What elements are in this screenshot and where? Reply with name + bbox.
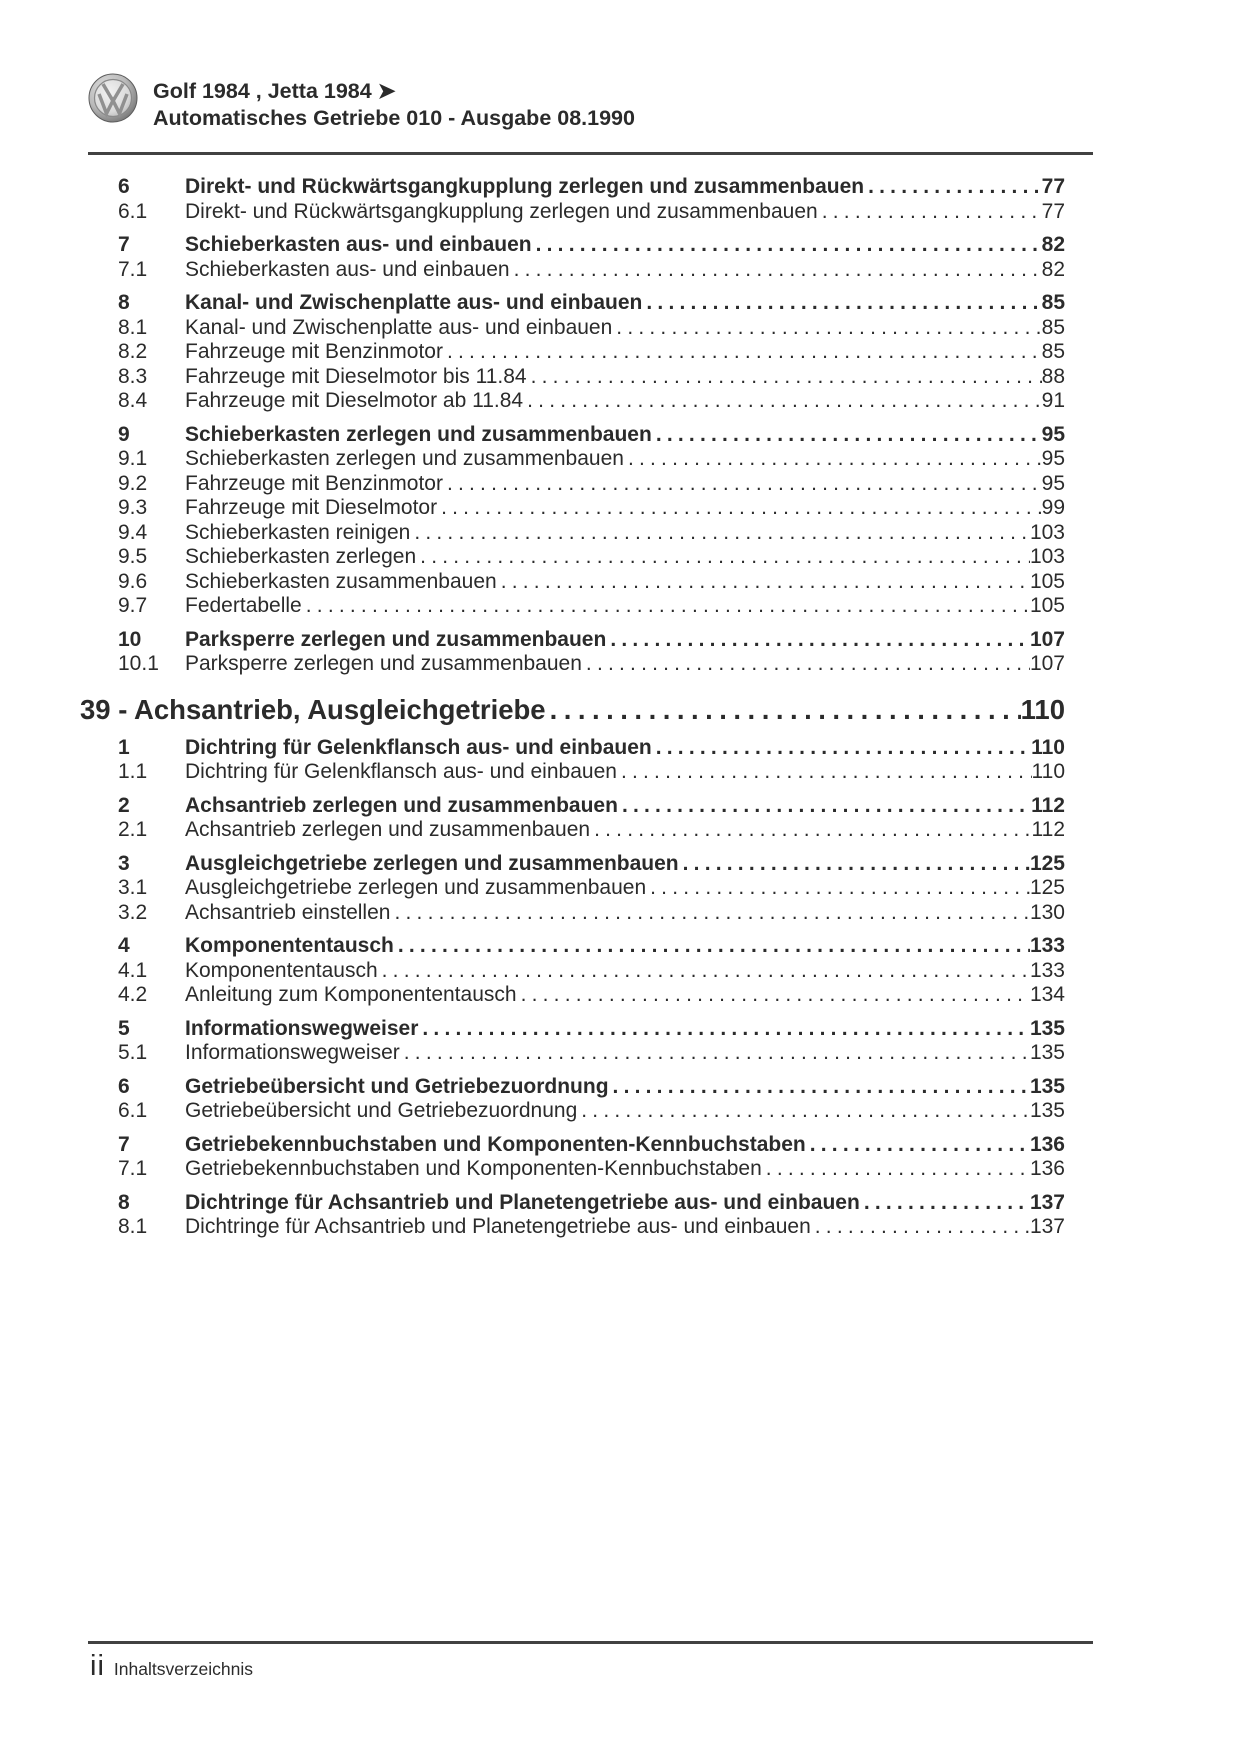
toc-entry-title: Getriebeübersicht und Getriebezuordnung (185, 1099, 578, 1122)
toc-subsection-row (88, 594, 1093, 619)
toc-entry-page: 136 (1029, 1132, 1065, 1156)
toc-entry-number: 9 (118, 422, 130, 446)
toc-leader-dots (422, 1017, 1030, 1042)
toc-entry-title: Schieberkasten zerlegen und zusammenbauen (185, 422, 652, 446)
toc-leader-dots (404, 1041, 1030, 1066)
toc-leader-dots (398, 934, 1030, 959)
toc-entry-number: 7.1 (118, 1157, 148, 1180)
toc-subsection-row (88, 1215, 1093, 1240)
toc-leader-dots (622, 794, 1031, 819)
toc-leader-dots (521, 983, 1030, 1008)
toc-entry-title: Fahrzeuge mit Dieselmotor ab 11.84 (185, 389, 524, 412)
toc-entry-title: Kanal- und Zwischenplatte aus- und einbauen (185, 291, 643, 314)
toc-entry-page: 135 (1029, 1074, 1065, 1098)
toc-entry-page: 85 (1041, 315, 1065, 339)
toc-subsection-row (88, 1041, 1093, 1066)
toc-entry-number: 8 (118, 1190, 130, 1214)
toc-entry-title: Schieberkasten reinigen (185, 520, 411, 544)
toc-entry-number: 6 (118, 175, 130, 198)
toc-subsection-row (88, 652, 1093, 677)
toc-entry-page: 99 (1041, 496, 1065, 519)
toc-entry-title: Komponententausch (185, 934, 394, 957)
toc-leader-dots (382, 959, 1030, 984)
toc-entry-number: 6.1 (118, 1099, 148, 1122)
toc-subsection-row (88, 818, 1093, 843)
toc-entry-title: 39 - Achsantrieb, Ausgleichgetriebe (80, 693, 546, 725)
toc-entry-title: Schieberkasten zusammenbauen (185, 569, 497, 593)
toc-entry-page: 103 (1029, 545, 1065, 568)
toc-leader-dots (610, 628, 1030, 653)
toc-entry-page: 135 (1029, 1041, 1065, 1064)
toc-subsection-row (88, 545, 1093, 570)
toc-entry-page: 110 (1020, 693, 1065, 725)
toc-entry-page: 107 (1029, 627, 1065, 651)
toc-entry-title: Kanal- und Zwischenplatte aus- und einbauen (185, 315, 613, 339)
toc (80, 166, 1093, 1240)
toc-entry-number: 7 (118, 1132, 130, 1156)
toc-entry-title: Dichtringe für Achsantrieb und Planetengetriebe aus- und einbauen (185, 1190, 860, 1214)
toc-entry-number: 8.2 (118, 340, 148, 363)
toc-leader-dots (550, 693, 1021, 727)
toc-subsection-row (88, 1099, 1093, 1124)
toc-entry-title: Parksperre zerlegen und zusammenbauen (185, 652, 582, 675)
toc-entry-page: 110 (1031, 735, 1065, 759)
toc-entry-page: 105 (1029, 569, 1065, 593)
toc-section-row (88, 423, 1093, 448)
header-model-line: Golf 1984 , Jetta 1984 ➤ (153, 79, 396, 103)
toc-entry-title: Getriebeübersicht und Getriebezuordnung (185, 1074, 609, 1098)
header-divider (88, 152, 1093, 155)
toc-leader-dots (447, 340, 1042, 365)
toc-subsection-row (88, 570, 1093, 595)
toc-entry-number: 8.4 (118, 389, 148, 412)
toc-entry-number: 7.1 (118, 257, 148, 281)
toc-leader-dots (527, 389, 1042, 414)
toc-entry-number: 9.3 (118, 496, 148, 519)
toc-entry-number: 8.1 (118, 315, 148, 339)
toc-entry-page: 107 (1029, 652, 1065, 675)
toc-leader-dots (447, 472, 1042, 497)
toc-section-row (88, 934, 1093, 959)
toc-entry-page: 77 (1041, 199, 1065, 223)
toc-entry-page: 133 (1029, 934, 1065, 957)
toc-entry-page: 137 (1029, 1190, 1065, 1214)
toc-entry-page: 125 (1029, 876, 1065, 899)
toc-entry-page: 112 (1031, 793, 1065, 817)
toc-leader-dots (414, 521, 1030, 546)
toc-entry-number: 5 (118, 1016, 130, 1040)
toc-entry-title: Schieberkasten zerlegen und zusammenbauen (185, 447, 624, 470)
toc-entry-number: 4.2 (118, 983, 148, 1006)
toc-subsection-row (88, 316, 1093, 341)
toc-section-row (88, 1075, 1093, 1100)
footer-label: Inhaltsverzeichnis (113, 1659, 253, 1679)
toc-section-row (88, 175, 1093, 200)
toc-section-row (88, 736, 1093, 761)
toc-leader-dots (394, 901, 1029, 926)
toc-entry-page: 95 (1041, 471, 1065, 495)
toc-leader-dots (650, 876, 1030, 901)
toc-entry-number: 1 (118, 735, 130, 759)
toc-section-row (88, 852, 1093, 877)
toc-entry-page: 112 (1031, 818, 1065, 841)
toc-entry-page: 91 (1041, 389, 1065, 412)
toc-entry-title: Getriebekennbuchstaben und Komponenten-Kennbuchstaben (185, 1132, 806, 1156)
toc-entry-number: 8 (118, 291, 130, 314)
toc-leader-dots (646, 291, 1041, 316)
toc-entry-number: 9.1 (118, 447, 148, 470)
toc-entry-title: Komponententausch (185, 958, 378, 982)
toc-entry-number: 3 (118, 851, 130, 875)
toc-entry-number: 2 (118, 793, 130, 817)
toc-entry-page: 103 (1029, 520, 1065, 544)
toc-entry-title: Dichtring für Gelenkflansch aus- und einbauen (185, 760, 617, 783)
toc-entry-page: 95 (1041, 447, 1065, 470)
toc-entry-title: Dichtring für Gelenkflansch aus- und einbauen (185, 735, 652, 759)
toc-entry-page: 130 (1029, 900, 1065, 924)
toc-entry-page: 137 (1029, 1215, 1065, 1238)
toc-entry-number: 3.1 (118, 876, 148, 899)
toc-entry-title: Direkt- und Rückwärtsgangkupplung zerlegen und zusammenbauen (185, 199, 818, 223)
footer-divider (88, 1641, 1093, 1644)
toc-entry-title: Schieberkasten zerlegen (185, 545, 417, 568)
toc-entry-title: Informationswegweiser (185, 1041, 400, 1064)
toc-entry-number: 2.1 (118, 818, 148, 841)
toc-leader-dots (581, 1099, 1030, 1124)
toc-entry-number: 8.1 (118, 1215, 148, 1238)
toc-leader-dots (815, 1215, 1030, 1240)
page-footer (90, 1650, 253, 1683)
toc-section-row (88, 233, 1093, 258)
toc-entry-number: 6.1 (118, 199, 148, 223)
toc-subsection-row (88, 959, 1093, 984)
toc-leader-dots (656, 423, 1042, 448)
toc-section-row (88, 1191, 1093, 1216)
footer-page-number: ii (90, 1650, 105, 1682)
toc-subsection-row (88, 200, 1093, 225)
toc-entry-page: 88 (1041, 364, 1065, 388)
toc-subsection-row (88, 876, 1093, 901)
toc-entry-page: 82 (1041, 233, 1065, 256)
toc-leader-dots (441, 496, 1042, 521)
toc-entry-title: Fahrzeuge mit Benzinmotor (185, 471, 443, 495)
toc-section-row (88, 291, 1093, 316)
toc-leader-dots (501, 570, 1030, 595)
toc-subsection-row (88, 901, 1093, 926)
toc-entry-page: 85 (1041, 291, 1065, 314)
toc-entry-title: Fahrzeuge mit Dieselmotor bis 11.84 (185, 364, 527, 388)
toc-entry-page: 105 (1029, 594, 1065, 617)
toc-entry-number: 1.1 (118, 760, 148, 783)
toc-entry-page: 135 (1029, 1099, 1065, 1122)
toc-entry-page: 110 (1031, 760, 1065, 783)
toc-section-row (88, 794, 1093, 819)
toc-leader-dots (306, 594, 1030, 619)
toc-subsection-row (88, 389, 1093, 414)
toc-entry-number: 9.7 (118, 594, 148, 617)
toc-leader-dots (822, 200, 1042, 225)
toc-entry-page: 77 (1041, 175, 1065, 198)
toc-entry-title: Fahrzeuge mit Dieselmotor (185, 496, 438, 519)
toc-entry-title: Getriebekennbuchstaben und Komponenten-Kennbuchstaben (185, 1157, 762, 1180)
toc-leader-dots (420, 545, 1030, 570)
toc-entry-number: 4 (118, 934, 130, 957)
toc-entry-title: Direkt- und Rückwärtsgangkupplung zerlegen und zusammenbauen (185, 175, 865, 198)
toc-entry-number: 9.6 (118, 569, 148, 593)
toc-leader-dots (864, 1191, 1030, 1216)
toc-entry-title: Achsantrieb zerlegen und zusammenbauen (185, 793, 618, 817)
toc-entry-number: 10.1 (118, 652, 159, 675)
toc-section-row (88, 1017, 1093, 1042)
toc-entry-title: Informationswegweiser (185, 1016, 419, 1040)
header-subtitle: Automatisches Getriebe 010 - Ausgabe 08.1990 (153, 105, 635, 130)
toc-leader-dots (616, 316, 1041, 341)
toc-leader-dots (586, 652, 1030, 677)
toc-entry-title: Ausgleichgetriebe zerlegen und zusammenbauen (185, 876, 647, 899)
toc-leader-dots (628, 447, 1042, 472)
toc-entry-number: 5.1 (118, 1041, 148, 1064)
toc-entry-title: Fahrzeuge mit Benzinmotor (185, 340, 443, 363)
toc-leader-dots (536, 233, 1042, 258)
toc-entry-page: 82 (1041, 257, 1065, 281)
vw-logo-icon (88, 73, 138, 123)
toc-entry-title: Achsantrieb zerlegen und zusammenbauen (185, 818, 591, 841)
toc-entry-title: Schieberkasten aus- und einbauen (185, 233, 532, 256)
toc-subsection-row (88, 983, 1093, 1008)
toc-entry-title: Dichtringe für Achsantrieb und Planetengetriebe aus- und einbauen (185, 1215, 811, 1238)
toc-leader-dots (531, 365, 1042, 390)
toc-entry-page: 125 (1029, 851, 1065, 875)
toc-entry-page: 135 (1029, 1016, 1065, 1040)
toc-leader-dots (594, 818, 1031, 843)
toc-leader-dots (766, 1157, 1030, 1182)
toc-subsection-row (88, 340, 1093, 365)
toc-entry-page: 134 (1029, 983, 1065, 1006)
toc-subsection-row (88, 472, 1093, 497)
toc-entry-number: 4.1 (118, 958, 148, 982)
toc-leader-dots (514, 258, 1042, 283)
toc-subsection-row (88, 521, 1093, 546)
toc-subsection-row (88, 496, 1093, 521)
toc-subsection-row (88, 258, 1093, 283)
toc-entry-title: Parksperre zerlegen und zusammenbauen (185, 627, 607, 651)
toc-subsection-row (88, 447, 1093, 472)
toc-entry-number: 9.5 (118, 545, 148, 568)
toc-entry-title: Schieberkasten aus- und einbauen (185, 257, 510, 281)
toc-entry-page: 85 (1041, 340, 1065, 363)
toc-entry-page: 95 (1041, 422, 1065, 446)
toc-subsection-row (88, 365, 1093, 390)
page-header (88, 73, 635, 131)
toc-entry-title: Ausgleichgetriebe zerlegen und zusammenbauen (185, 851, 679, 875)
toc-subsection-row (88, 760, 1093, 785)
toc-section-row (88, 628, 1093, 653)
toc-entry-title: Anleitung zum Komponententausch (185, 983, 517, 1006)
toc-leader-dots (683, 852, 1030, 877)
toc-entry-number: 3.2 (118, 900, 148, 924)
toc-entry-number: 7 (118, 233, 130, 256)
toc-entry-number: 9.2 (118, 471, 148, 495)
toc-entry-number: 6 (118, 1074, 130, 1098)
toc-entry-title: Federtabelle (185, 594, 302, 617)
toc-leader-dots (621, 760, 1032, 785)
toc-leader-dots (868, 175, 1042, 200)
toc-leader-dots (656, 736, 1031, 761)
toc-entry-number: 9.4 (118, 520, 148, 544)
toc-subsection-row (88, 1157, 1093, 1182)
toc-leader-dots (810, 1133, 1030, 1158)
toc-entry-page: 136 (1029, 1157, 1065, 1180)
toc-leader-dots (613, 1075, 1030, 1100)
toc-entry-page: 133 (1029, 958, 1065, 982)
toc-entry-number: 10 (118, 627, 142, 651)
toc-chapter-row (80, 693, 1093, 727)
toc-entry-number: 8.3 (118, 364, 148, 388)
toc-entry-title: Achsantrieb einstellen (185, 900, 391, 924)
toc-section-row (88, 1133, 1093, 1158)
